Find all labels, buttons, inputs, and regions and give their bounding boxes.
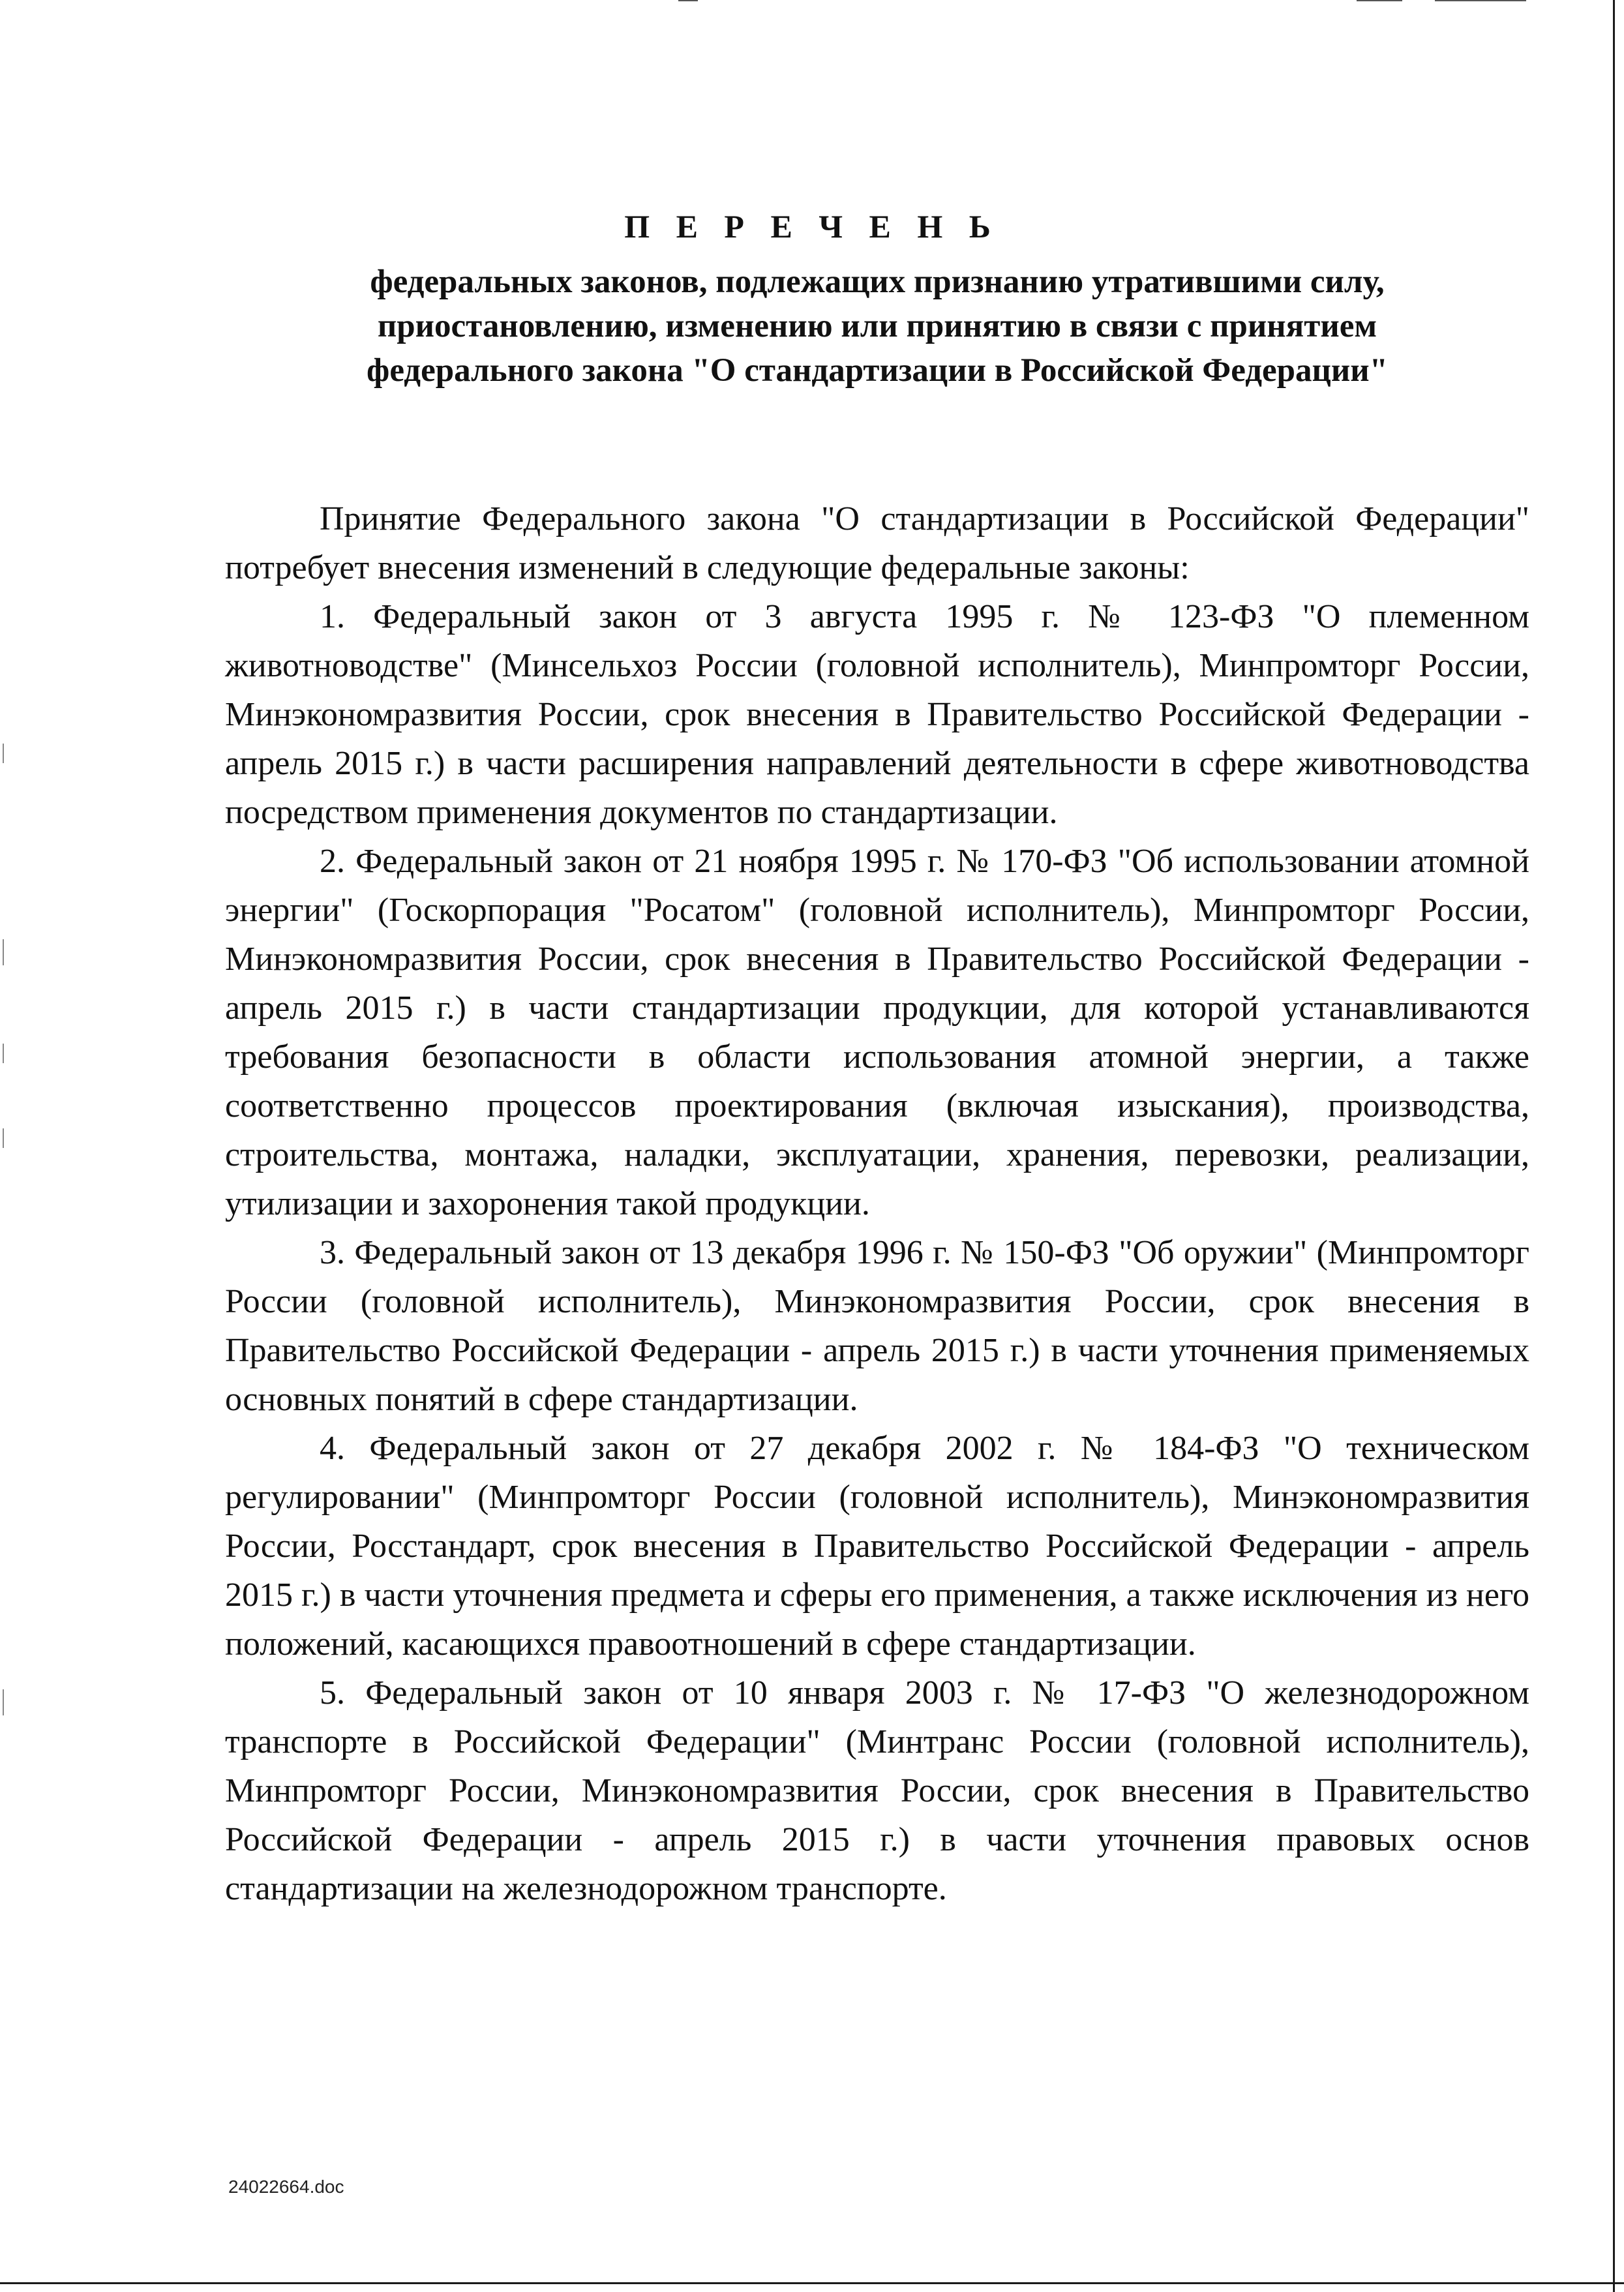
list-item-1: 1. Федеральный закон от 3 августа 1995 г. № 123-ФЗ "О племенном животноводстве" (Минсельхоз России (головной исполнитель), Минпромторг России, Минэкономразвития России, срок внесения в Правительство Российской Федерации - апрель 2015 г.) в части расширения направлений деятельности в сфере животноводства посредством применения документов по стандартизации. [225,598,1529,831]
intro-paragraph: Принятие Федерального закона "О стандартизации в Российской Федерации" потребует внесения изменений в следующие федеральные законы: [225,500,1529,586]
scan-mark-top [678,0,698,1]
list-item-5: 5. Федеральный закон от 10 января 2003 г. № 17-ФЗ "О железнодорожном транспорте в Российской Федерации" (Минтранс России (головной исполнитель), Минпромторг России, Минэкономразвития России, срок внесения в Правительство Российской Федерации - апрель 2015 г.) в части уточнения правовых основ стандартизации на железнодорожном транспорте. [225,1674,1529,1907]
document-body [225,494,1529,1913]
scan-mark-left [3,1044,4,1063]
list-item-2: 2. Федеральный закон от 21 ноября 1995 г. № 170-ФЗ "Об использовании атомной энергии" (Госкорпорация "Росатом" (головной исполнитель), Минпромторг России, Минэкономразвития России, срок внесения в Правительство Российской Федерации - апрель 2015 г.) в части стандартизации продукции, для которой устанавливаются требования безопасности в области использования атомной энергии, а также соответственно процессов проектирования (включая изыскания), производства, строительства, монтажа, наладки, эксплуатации, хранения, перевозки, реализации, утилизации и захоронения такой продукции. [225,843,1529,1222]
scan-border-bottom [0,2282,1624,2284]
document-title: П Е Р Е Ч Е Н Ь [624,208,1000,245]
scan-mark-left [3,939,4,965]
scan-mark-top [1435,0,1526,1]
scan-mark-left [3,1689,4,1715]
subtitle-line: федеральных законов, подлежащих признанию утратившими силу, [370,264,1385,300]
scan-mark-top [1357,0,1402,1]
subtitle-line: приостановлению, изменению или принятию в связи с принятием [377,308,1377,344]
footer-filename: 24022664.doc [228,2177,344,2197]
list-item-3: 3. Федеральный закон от 13 декабря 1996 г. № 150-ФЗ "Об оружии" (Минпромторг России (головной исполнитель), Минэкономразвития России, срок внесения в Правительство Российской Федерации - апрель 2015 г.) в части уточнения применяемых основных понятий в сфере стандартизации. [225,1234,1529,1418]
list-item-4: 4. Федеральный закон от 27 декабря 2002 г. № 184-ФЗ "О техническом регулировании" (Минпромторг России (головной исполнитель), Минэкономразвития России, Росстандарт, срок внесения в Правительство Российской Федерации - апрель 2015 г.) в части уточнения предмета и сферы его применения, а также исключения из него положений, касающихся правоотношений в сфере стандартизации. [225,1430,1529,1663]
document-subtitle [215,260,1539,393]
scan-border-right [1613,0,1615,2292]
subtitle-line: федерального закона "О стандартизации в Российской Федерации" [367,352,1388,389]
scan-mark-left [3,1128,4,1148]
scan-mark-left [3,744,4,763]
